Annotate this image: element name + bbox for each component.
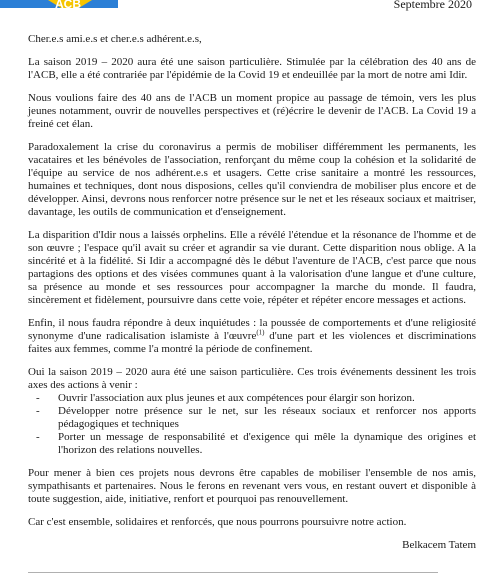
letter-body — [28, 33, 476, 552]
page-header — [0, 0, 500, 14]
footer-divider — [28, 572, 438, 573]
footnote-marker: (1) — [256, 328, 265, 337]
paragraph-5-text-b: d'une part et les violences et discriminations faites aux femmes, comme l'a montré la période de confinement. — [28, 330, 476, 355]
paragraph-6-intro: Oui la saison 2019 – 2020 aura été une saison particulière. Ces trois événements dessinent les trois axes des actions à venir : — [28, 366, 476, 391]
paragraph-7: Pour mener à bien ces projets nous devrons être capables de mobiliser l'ensemble de nos amis, sympathisants et partenaires. Nous le ferons en revenant vers vous, en restant ouvert et disponible à toute suggestion, aide, initiative, renfort et pourquoi pas renouvellement. — [28, 467, 476, 505]
action-list — [28, 392, 476, 457]
paragraph-2: Nous voulions faire des 40 ans de l'ACB un moment propice au passage de témoin, vers les plus jeunes notamment, ouvrir de nouvelles perspectives et (ré)écrire le devenir de l'ACB. La Covid 19 a freiné cet élan. — [28, 92, 476, 130]
paragraph-5 — [28, 317, 476, 356]
list-item: - Ouvrir l'association aux plus jeunes et aux compétences pour élargir son horizon. — [28, 392, 476, 405]
logo-text: ACB — [55, 0, 81, 11]
paragraph-1: La saison 2019 – 2020 aura été une saison particulière. Stimulée par la célébration des 40 ans de l'ACB, elle a été contrariée par l'épidémie de la Covid 19 et endeuillée par la mort de notre ami Idir. — [28, 56, 476, 81]
paragraph-8: Car c'est ensemble, solidaires et renforcés, que nous pourrons poursuivre notre action. — [28, 516, 407, 528]
list-item: - Développer notre présence sur le net, sur les réseaux sociaux et renforcer nos apports pédagogiques et techniques — [28, 405, 476, 431]
letter-date: Septembre 2020 — [393, 0, 472, 11]
paragraph-3: Paradoxalement la crise du coronavirus a permis de mobiliser différemment les permanents, les vacataires et les bénévoles de l'association, renforçant du même coup la cohésion et la solidarité de l'équipe au service de nos adhérent.e.s et usagers. Cette crise sanitaire a montré les ressources, humaines et techniques, dont nous disposions, celles qu'il conviendra de mobiliser plus encore et de développer. Ainsi, devrons nous renforcer notre présence sur le net et les réseaux sociaux et maitriser, davantage, les outils de communication et d'enseignement. — [28, 141, 476, 218]
signature: Belkacem Tatem — [402, 539, 476, 551]
paragraph-5-text-a: Enfin, il nous faudra répondre à deux inquiétudes : la poussée de comportements et d'une religiosité synonyme d'une radicalisation islamiste à l'œuvre — [28, 317, 476, 342]
list-item: - Porter un message de responsabilité et d'exigence qui mêle la dynamique des origines et l'horizon des relations nouvelles. — [28, 431, 476, 457]
paragraph-4: La disparition d'Idir nous a laissés orphelins. Elle a révélé l'étendue et la résonance de l'homme et de son œuvre ; l'espace qu'il avait su créer et agrandir sa vie durant. Cette disparition nous oblige. A la sincérité et à la fidélité. Si Idir a accompagné dès le début l'aventure de l'ACB, c'est parce que nous partagions des options et des visées communes quant à la valorisation d'une langue et d'une culture, sa présence au monde et ses ressources pour accompagner la marche du monde. Il faudra, sincèrement et fidèlement, poursuivre dans cette voie, répéter et répéter encore messages et actions. — [28, 229, 476, 306]
salutation: Cher.e.s ami.e.s et cher.e.s adhérent.e.s, — [28, 33, 202, 45]
